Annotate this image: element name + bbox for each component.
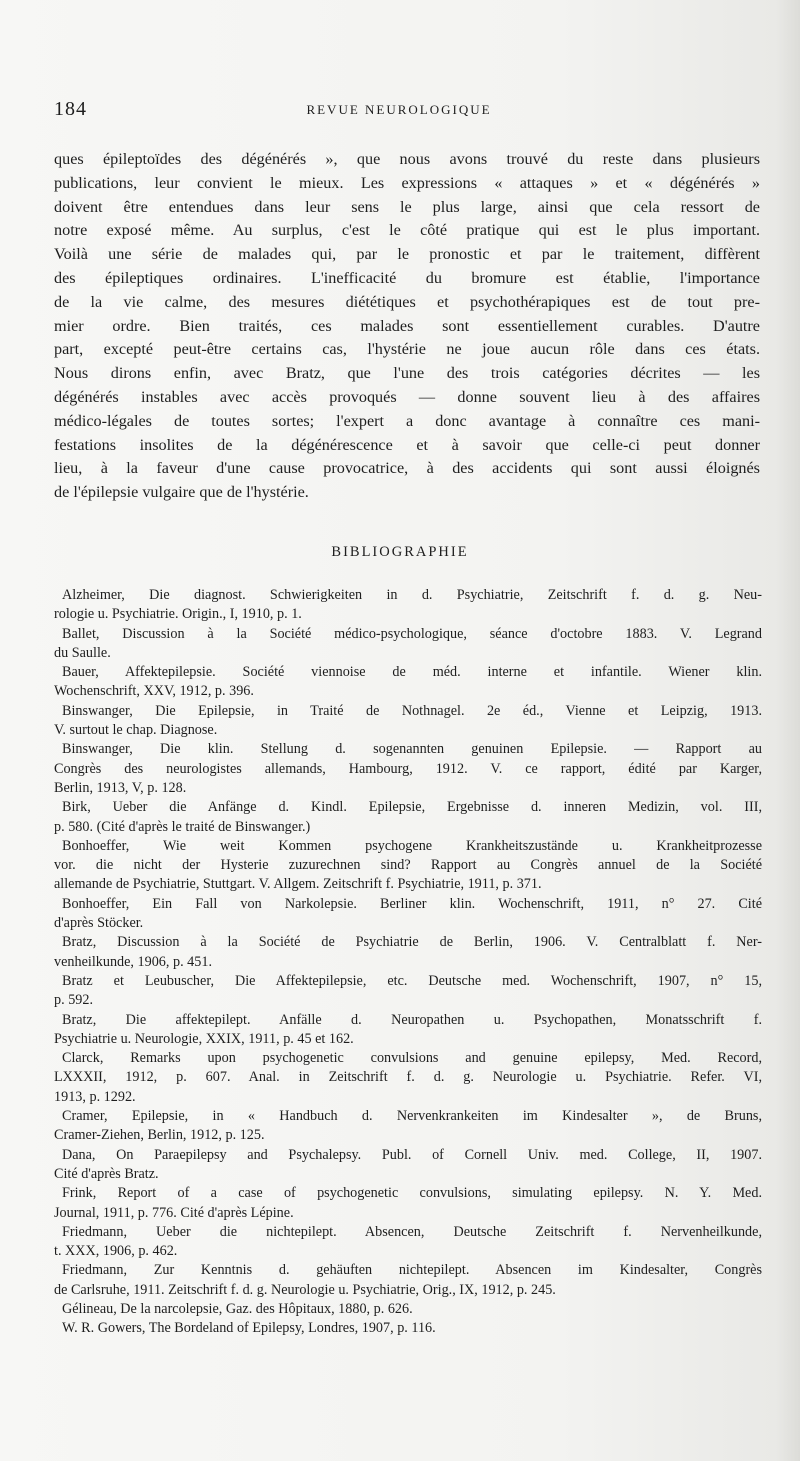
bibliography-line: Journal, 1911, p. 776. Cité d'après Lépine. [54, 1204, 294, 1221]
body-line: publications, leur convient le mieux. Les expressions « attaques » et « dégénérés » [54, 173, 760, 192]
body-line: festations insolites de la dégénérescence et à savoir que celle-ci peut donner [54, 435, 760, 454]
bibliography-entry [54, 740, 762, 798]
bibliography-line: allemande de Psychiatrie, Stuttgart. V. Allgem. Zeitschrift f. Psychiatrie, 1911, p. 371. [54, 876, 542, 893]
body-line: Nous dirons enfin, avec Bratz, que l'une des trois catégories décrites — les [54, 364, 760, 383]
bibliography-list [54, 586, 762, 1339]
bibliography-line: LXXXII, 1912, p. 607. Anal. in Zeitschrift f. d. g. Neurologie u. Psychiatrie. Refer. VI, [54, 1069, 762, 1086]
bibliography-entry [54, 1011, 762, 1050]
bibliography-line: Friedmann, Zur Kenntnis d. gehäuften nichtepilept. Absencen im Kindesalter, Congrès [62, 1262, 762, 1279]
bibliography-line: Friedmann, Ueber die nichtepilept. Absencen, Deutsche Zeitschrift f. Nervenheilkunde, [62, 1223, 762, 1240]
body-line: doivent être entendues dans leur sens le plus large, ainsi que cela ressort de [54, 197, 760, 216]
page-header [54, 98, 744, 128]
body-paragraph [54, 148, 760, 505]
bibliography-line: d'après Stöcker. [54, 915, 144, 932]
bibliography-entry [54, 586, 762, 625]
body-line: de l'épilepsie vulgaire que de l'hystérie. [54, 483, 309, 502]
bibliography-line: V. surtout le chap. Diagnose. [54, 722, 218, 739]
body-line: part, excepté peut-être certains cas, l'hystérie ne joue aucun rôle dans ces états. [54, 340, 760, 359]
bibliography-line: p. 580. (Cité d'après le traité de Binswanger.) [54, 818, 311, 835]
bibliography-entry [54, 1107, 762, 1146]
bibliography-line: venheilkunde, 1906, p. 451. [54, 953, 213, 970]
bibliography-entry [54, 933, 762, 972]
bibliography-line: Congrès des neurologistes allemands, Hambourg, 1912. V. ce rapport, édité par Karger, [54, 760, 762, 777]
bibliography-line: W. R. Gowers, The Bordeland of Epilepsy, Londres, 1907, p. 116. [62, 1320, 436, 1337]
bibliography-line: Bauer, Affektepilepsie. Société viennoise de méd. interne et infantile. Wiener klin. [62, 664, 762, 681]
page-number: 184 [54, 98, 87, 120]
bibliography-line: Cramer, Epilepsie, in « Handbuch d. Nervenkrankeiten im Kindesalter », de Bruns, [62, 1108, 762, 1125]
bibliography-heading: BIBLIOGRAPHIE [331, 544, 469, 560]
bibliography-line: Frink, Report of a case of psychogenetic convulsions, simulating epilepsy. N. Y. Med. [62, 1185, 762, 1202]
body-line: médico-légales de toutes sortes; l'expert a donc avantage à connaître ces mani- [54, 411, 760, 430]
bibliography-line: Gélineau, De la narcolepsie, Gaz. des Hôpitaux, 1880, p. 626. [62, 1300, 413, 1317]
bibliography-line: Dana, On Paraepilepsy and Psychalepsy. Publ. of Cornell Univ. med. College, II, 1907. [62, 1146, 762, 1163]
body-line: lieu, à la faveur d'une cause provocatrice, à des accidents qui sont aussi éloignés [54, 459, 760, 478]
body-line: Voilà une série de malades qui, par le pronostic et par le traitement, diffèrent [54, 245, 760, 264]
body-line: ques épileptoïdes des dégénérés », que nous avons trouvé du reste dans plusieurs [54, 150, 760, 168]
bibliography-entry [62, 1300, 762, 1319]
body-line: dégénérés instables avec accès provoqués — donne souvent lieu à des affaires [54, 387, 760, 406]
bibliography-line: Bratz, Die affektepilept. Anfälle d. Neuropathen u. Psychopathen, Monatsschrift f. [62, 1011, 762, 1028]
bibliography-line: Bratz, Discussion à la Société de Psychiatrie de Berlin, 1906. V. Centralblatt f. Ner- [62, 934, 762, 951]
bibliography-entry [54, 837, 762, 895]
bibliography-entry [54, 1261, 762, 1300]
bibliography-line: vor. die nicht der Hysterie zuzurechnen sind? Rapport au Congrès annuel de la Société [54, 857, 762, 874]
running-title: REVUE NEUROLOGIQUE [306, 102, 492, 117]
body-line: mier ordre. Bien traités, ces malades sont essentiellement curables. D'autre [54, 316, 760, 335]
body-line: de la vie calme, des mesures diététiques et psychothérapiques est de tout pre- [54, 292, 760, 311]
bibliography-line: de Carlsruhe, 1911. Zeitschrift f. d. g. Neurologie u. Psychiatrie, Orig., IX, 1912, p. 245. [54, 1281, 556, 1298]
bibliography-entry [54, 702, 762, 741]
bibliography-line: p. 592. [54, 992, 94, 1009]
bibliography-line: Bonhoeffer, Wie weit Kommen psychogene Krankheitszustände u. Krankheitprozesse [62, 837, 762, 854]
bibliography-line: Cité d'après Bratz. [54, 1165, 159, 1182]
bibliography-line: 1913, p. 1292. [54, 1088, 136, 1105]
bibliography-line: Birk, Ueber die Anfänge d. Kindl. Epilepsie, Ergebnisse d. inneren Medizin, vol. III, [62, 799, 762, 816]
bibliography-entry [62, 1319, 762, 1338]
bibliography-entry [54, 972, 762, 1011]
bibliography-entry [54, 1049, 762, 1107]
bibliography-line: Wochenschrift, XXV, 1912, p. 396. [54, 683, 254, 700]
bibliography-line: Binswanger, Die klin. Stellung d. sogenannten genuinen Epilepsie. — Rapport au [62, 741, 762, 758]
bibliography-line: Cramer-Ziehen, Berlin, 1912, p. 125. [54, 1127, 265, 1144]
bibliography-line: rologie u. Psychiatrie. Origin., I, 1910, p. 1. [54, 606, 302, 623]
bibliography-entry [54, 1146, 762, 1185]
bibliography-entry [54, 895, 762, 934]
bibliography-entry [54, 663, 762, 702]
bibliography-line: Bonhoeffer, Ein Fall von Narkolepsie. Berliner klin. Wochenschrift, 1911, n° 27. Cité [62, 895, 762, 912]
bibliography-entry [54, 798, 762, 837]
bibliography-line: t. XXX, 1906, p. 462. [54, 1243, 178, 1260]
body-line: notre exposé même. Au surplus, c'est le côté pratique qui est le plus important. [54, 221, 760, 240]
body-line: des épileptiques ordinaires. L'inefficacité du bromure est établie, l'importance [54, 268, 760, 287]
bibliography-entry [54, 1184, 762, 1223]
bibliography-line: Alzheimer, Die diagnost. Schwierigkeiten in d. Psychiatrie, Zeitschrift f. d. g. Neu- [62, 587, 762, 603]
bibliography-line: Ballet, Discussion à la Société médico-psychologique, séance d'octobre 1883. V. Legrand [62, 625, 762, 642]
bibliography-entry [54, 625, 762, 664]
bibliography-line: du Saulle. [54, 644, 111, 661]
bibliography-line: Psychiatrie u. Neurologie, XXIX, 1911, p. 45 et 162. [54, 1030, 354, 1047]
bibliography-line: Clarck, Remarks upon psychogenetic convulsions and genuine epilepsy, Med. Record, [62, 1050, 762, 1067]
bibliography-line: Bratz et Leubuscher, Die Affektepilepsie, etc. Deutsche med. Wochenschrift, 1907, n° 15, [62, 972, 762, 989]
bibliography-entry [54, 1223, 762, 1262]
bibliography-line: Binswanger, Die Epilepsie, in Traité de Nothnagel. 2e éd., Vienne et Leipzig, 1913. [62, 702, 762, 719]
bibliography-line: Berlin, 1913, V, p. 128. [54, 779, 187, 796]
